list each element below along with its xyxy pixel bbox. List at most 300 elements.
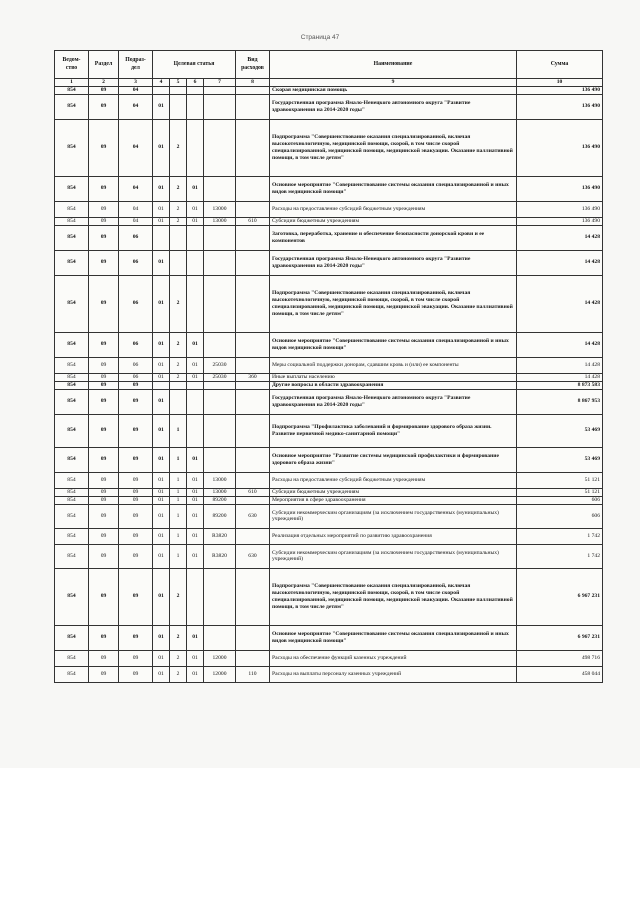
cell-direction: 13000 <box>204 201 236 217</box>
cell-podrazdel: 09 <box>119 528 153 544</box>
cell-vedomstvo: 854 <box>55 488 89 496</box>
header-vedomstvo: Ведом-ство <box>55 51 89 79</box>
cell-subprogram: 1 <box>170 414 187 447</box>
cell-razdel: 09 <box>89 488 119 496</box>
cell-event: 01 <box>187 650 204 666</box>
cell-podrazdel: 09 <box>119 666 153 682</box>
cell-event <box>187 568 204 625</box>
cell-podrazdel: 09 <box>119 414 153 447</box>
cell-direction <box>204 87 236 95</box>
cell-vedomstvo: 854 <box>55 201 89 217</box>
cell-vedomstvo: 854 <box>55 568 89 625</box>
table-row <box>55 568 603 625</box>
cell-direction <box>204 414 236 447</box>
table-row <box>55 472 603 488</box>
cell-program: 01 <box>153 528 170 544</box>
table-row <box>55 119 603 176</box>
cell-summa: 51 121 <box>517 488 603 496</box>
cell-program: 01 <box>153 217 170 225</box>
cell-direction <box>204 389 236 414</box>
table-row <box>55 250 603 275</box>
cell-vid-rashodov: 360 <box>236 373 270 381</box>
cell-program: 01 <box>153 488 170 496</box>
cell-naimenovanie: Меры социальной поддержки донорам, сдавшим кровь и (или) ее компоненты <box>270 357 517 373</box>
column-number-row <box>55 79 603 87</box>
cell-vedomstvo: 854 <box>55 528 89 544</box>
cell-podrazdel: 06 <box>119 275 153 332</box>
cell-subprogram: 1 <box>170 447 187 472</box>
cell-podrazdel: 04 <box>119 119 153 176</box>
cell-event <box>187 250 204 275</box>
column-number-cell: 10 <box>517 79 603 87</box>
cell-vid-rashodov: 630 <box>236 504 270 528</box>
cell-program: 01 <box>153 496 170 504</box>
cell-summa: 8 867 953 <box>517 389 603 414</box>
cell-direction: 13000 <box>204 488 236 496</box>
cell-podrazdel: 09 <box>119 381 153 389</box>
cell-vedomstvo: 854 <box>55 357 89 373</box>
cell-razdel: 09 <box>89 389 119 414</box>
column-number-cell: 7 <box>204 79 236 87</box>
cell-vid-rashodov: 610 <box>236 217 270 225</box>
table-row <box>55 625 603 650</box>
table-row <box>55 201 603 217</box>
cell-direction <box>204 225 236 250</box>
cell-program: 01 <box>153 275 170 332</box>
cell-vedomstvo: 854 <box>55 225 89 250</box>
cell-direction: 89200 <box>204 496 236 504</box>
cell-summa: 136 490 <box>517 94 603 119</box>
cell-program: 01 <box>153 504 170 528</box>
cell-razdel: 09 <box>89 176 119 201</box>
cell-naimenovanie: Заготовка, переработка, хранение и обеспечение безопасности донорской крови и ее компонентов <box>270 225 517 250</box>
cell-razdel: 09 <box>89 414 119 447</box>
cell-program: 01 <box>153 389 170 414</box>
cell-direction <box>204 447 236 472</box>
cell-vid-rashodov <box>236 119 270 176</box>
cell-naimenovanie: Подпрограмма "Совершенствование оказания специализированной, включая высокотехнологичную, медицинской помощи, скорой, в том числе скорой специализированной, медицинской помощи, медицинской эвакуации. Оказание паллиативной помощи, в том числе детям" <box>270 568 517 625</box>
cell-naimenovanie: Субсидии бюджетным учреждениям <box>270 217 517 225</box>
cell-vedomstvo: 854 <box>55 250 89 275</box>
cell-naimenovanie: Подпрограмма "Совершенствование оказания специализированной, включая высокотехнологичную, медицинской помощи, скорой, в том числе скорой специализированной, медицинской помощи, медицинской эвакуации. Оказание паллиативной помощи, в том числе детям" <box>270 119 517 176</box>
cell-summa: 606 <box>517 504 603 528</box>
cell-podrazdel: 09 <box>119 504 153 528</box>
cell-vedomstvo: 854 <box>55 625 89 650</box>
cell-razdel: 09 <box>89 217 119 225</box>
cell-vid-rashodov: 110 <box>236 666 270 682</box>
cell-direction <box>204 332 236 357</box>
table-row <box>55 488 603 496</box>
cell-event <box>187 275 204 332</box>
cell-summa: 136 490 <box>517 201 603 217</box>
cell-vid-rashodov <box>236 201 270 217</box>
cell-event <box>187 94 204 119</box>
cell-summa: 53 469 <box>517 447 603 472</box>
cell-vedomstvo: 854 <box>55 373 89 381</box>
cell-subprogram: 1 <box>170 504 187 528</box>
cell-program: 01 <box>153 650 170 666</box>
cell-event: 01 <box>187 472 204 488</box>
cell-direction <box>204 176 236 201</box>
cell-direction: 12000 <box>204 650 236 666</box>
cell-subprogram <box>170 381 187 389</box>
cell-naimenovanie: Государственная программа Ямало-Ненецкого автономного округа "Развитие здравоохранения на 2014-2020 годы" <box>270 250 517 275</box>
cell-program: 01 <box>153 201 170 217</box>
cell-subprogram <box>170 87 187 95</box>
cell-razdel: 09 <box>89 568 119 625</box>
cell-podrazdel: 04 <box>119 87 153 95</box>
cell-naimenovanie: Иные выплаты населению <box>270 373 517 381</box>
table-row <box>55 650 603 666</box>
cell-subprogram: 2 <box>170 568 187 625</box>
cell-razdel: 09 <box>89 504 119 528</box>
cell-vedomstvo: 854 <box>55 176 89 201</box>
cell-naimenovanie: Государственная программа Ямало-Ненецкого автономного округа "Развитие здравоохранения на 2014-2020 годы" <box>270 389 517 414</box>
column-number-cell: 3 <box>119 79 153 87</box>
cell-vid-rashodov <box>236 528 270 544</box>
cell-vid-rashodov <box>236 472 270 488</box>
table-row <box>55 176 603 201</box>
cell-summa: 498 716 <box>517 650 603 666</box>
cell-program: 01 <box>153 332 170 357</box>
cell-program <box>153 381 170 389</box>
cell-naimenovanie: Основное мероприятие "Совершенствование системы оказания специализированной и иных видов медицинской помощи" <box>270 176 517 201</box>
cell-program: 01 <box>153 373 170 381</box>
cell-vedomstvo: 854 <box>55 496 89 504</box>
cell-subprogram: 1 <box>170 488 187 496</box>
cell-event <box>187 414 204 447</box>
cell-naimenovanie: Государственная программа Ямало-Ненецкого автономного округа "Развитие здравоохранения на 2014-2020 годы" <box>270 94 517 119</box>
cell-podrazdel: 06 <box>119 373 153 381</box>
header-summa: Сумма <box>517 51 603 79</box>
cell-razdel: 09 <box>89 373 119 381</box>
cell-vedomstvo: 854 <box>55 650 89 666</box>
cell-subprogram: 1 <box>170 544 187 568</box>
cell-event: 01 <box>187 217 204 225</box>
cell-naimenovanie: Реализация отдельных мероприятий по развитию здравоохранения <box>270 528 517 544</box>
cell-vid-rashodov <box>236 87 270 95</box>
cell-summa: 53 469 <box>517 414 603 447</box>
column-number-cell: 5 <box>170 79 187 87</box>
cell-event: 01 <box>187 528 204 544</box>
cell-summa: 606 <box>517 496 603 504</box>
header-celevaya-statya: Целевая статья <box>153 51 236 79</box>
cell-vid-rashodov <box>236 625 270 650</box>
table-row <box>55 87 603 95</box>
cell-summa: 1 742 <box>517 528 603 544</box>
cell-naimenovanie: Расходы на предоставление субсидий бюджетным учреждениям <box>270 472 517 488</box>
cell-naimenovanie: Мероприятия в сфере здравоохранения <box>270 496 517 504</box>
cell-event <box>187 389 204 414</box>
cell-razdel: 09 <box>89 332 119 357</box>
cell-direction <box>204 568 236 625</box>
cell-direction: R3820 <box>204 528 236 544</box>
cell-naimenovanie: Субсидии некоммерческим организациям (за исключением государственных (муниципальных) учреждений) <box>270 504 517 528</box>
cell-naimenovanie: Расходы на выплаты персоналу казенных учреждений <box>270 666 517 682</box>
cell-direction: 13000 <box>204 472 236 488</box>
table-row <box>55 414 603 447</box>
cell-program <box>153 87 170 95</box>
cell-naimenovanie: Основное мероприятие "Совершенствование системы оказания специализированной и иных видов медицинской помощи" <box>270 625 517 650</box>
cell-vid-rashodov <box>236 414 270 447</box>
cell-direction <box>204 275 236 332</box>
cell-naimenovanie: Расходы на обеспечение функций казенных учреждений <box>270 650 517 666</box>
cell-vedomstvo: 854 <box>55 381 89 389</box>
cell-summa: 6 967 231 <box>517 625 603 650</box>
cell-summa: 8 873 583 <box>517 381 603 389</box>
cell-direction <box>204 381 236 389</box>
cell-subprogram <box>170 94 187 119</box>
column-number-cell: 8 <box>236 79 270 87</box>
table-row <box>55 94 603 119</box>
table-row <box>55 544 603 568</box>
cell-razdel: 09 <box>89 544 119 568</box>
table-row <box>55 357 603 373</box>
cell-vedomstvo: 854 <box>55 94 89 119</box>
cell-naimenovanie: Другие вопросы в области здравоохранения <box>270 381 517 389</box>
cell-event: 01 <box>187 373 204 381</box>
cell-vedomstvo: 854 <box>55 275 89 332</box>
cell-razdel: 09 <box>89 381 119 389</box>
budget-table <box>54 50 603 683</box>
cell-summa: 14 428 <box>517 275 603 332</box>
cell-vid-rashodov <box>236 225 270 250</box>
cell-event: 01 <box>187 488 204 496</box>
cell-naimenovanie: Скорая медицинская помощь <box>270 87 517 95</box>
cell-razdel: 09 <box>89 650 119 666</box>
cell-vedomstvo: 854 <box>55 217 89 225</box>
cell-event <box>187 119 204 176</box>
cell-podrazdel: 06 <box>119 250 153 275</box>
cell-podrazdel: 09 <box>119 544 153 568</box>
cell-podrazdel: 04 <box>119 217 153 225</box>
cell-podrazdel: 09 <box>119 472 153 488</box>
cell-vedomstvo: 854 <box>55 544 89 568</box>
cell-event: 01 <box>187 357 204 373</box>
cell-subprogram: 2 <box>170 625 187 650</box>
cell-direction: 12000 <box>204 666 236 682</box>
table-row <box>55 217 603 225</box>
cell-vid-rashodov <box>236 275 270 332</box>
cell-vid-rashodov <box>236 568 270 625</box>
cell-direction <box>204 94 236 119</box>
cell-subprogram: 2 <box>170 650 187 666</box>
table-body <box>55 87 603 683</box>
column-number-cell: 6 <box>187 79 204 87</box>
cell-podrazdel: 09 <box>119 625 153 650</box>
cell-naimenovanie: Подпрограмма "Профилактика заболеваний и формирование здорового образа жизни. Развитие первичной медико-санитарной помощи" <box>270 414 517 447</box>
cell-razdel: 09 <box>89 250 119 275</box>
cell-vid-rashodov <box>236 447 270 472</box>
cell-program: 01 <box>153 544 170 568</box>
column-number-cell: 4 <box>153 79 170 87</box>
cell-summa: 14 428 <box>517 357 603 373</box>
table-row <box>55 381 603 389</box>
cell-vedomstvo: 854 <box>55 666 89 682</box>
cell-summa: 458 044 <box>517 666 603 682</box>
cell-summa: 51 121 <box>517 472 603 488</box>
cell-direction: 25030 <box>204 357 236 373</box>
cell-vid-rashodov <box>236 176 270 201</box>
cell-razdel: 09 <box>89 119 119 176</box>
cell-razdel: 09 <box>89 447 119 472</box>
cell-summa: 1 742 <box>517 544 603 568</box>
table-row <box>55 373 603 381</box>
cell-direction <box>204 250 236 275</box>
cell-vid-rashodov <box>236 94 270 119</box>
table-row <box>55 496 603 504</box>
cell-subprogram: 2 <box>170 176 187 201</box>
cell-summa: 14 428 <box>517 250 603 275</box>
cell-event <box>187 87 204 95</box>
cell-event: 01 <box>187 625 204 650</box>
header-podrazdel: Подраз-дел <box>119 51 153 79</box>
table-row <box>55 528 603 544</box>
cell-subprogram: 2 <box>170 217 187 225</box>
cell-vedomstvo: 854 <box>55 119 89 176</box>
cell-podrazdel: 04 <box>119 176 153 201</box>
cell-event: 01 <box>187 176 204 201</box>
cell-event: 01 <box>187 201 204 217</box>
cell-vid-rashodov <box>236 381 270 389</box>
cell-program: 01 <box>153 414 170 447</box>
cell-razdel: 09 <box>89 87 119 95</box>
cell-vid-rashodov <box>236 357 270 373</box>
cell-summa: 136 490 <box>517 119 603 176</box>
cell-vid-rashodov <box>236 650 270 666</box>
cell-vedomstvo: 854 <box>55 472 89 488</box>
table-row <box>55 332 603 357</box>
cell-vid-rashodov <box>236 250 270 275</box>
cell-vedomstvo: 854 <box>55 389 89 414</box>
table-row <box>55 275 603 332</box>
cell-program: 01 <box>153 94 170 119</box>
cell-podrazdel: 09 <box>119 650 153 666</box>
cell-podrazdel: 04 <box>119 201 153 217</box>
cell-podrazdel: 06 <box>119 225 153 250</box>
cell-vedomstvo: 854 <box>55 504 89 528</box>
cell-program: 01 <box>153 357 170 373</box>
cell-program: 01 <box>153 250 170 275</box>
cell-podrazdel: 06 <box>119 357 153 373</box>
cell-vedomstvo: 854 <box>55 332 89 357</box>
cell-vid-rashodov: 630 <box>236 544 270 568</box>
cell-program: 01 <box>153 666 170 682</box>
cell-event: 01 <box>187 504 204 528</box>
cell-vid-rashodov <box>236 332 270 357</box>
cell-subprogram: 2 <box>170 332 187 357</box>
cell-naimenovanie: Расходы на предоставление субсидий бюджетным учреждениям <box>270 201 517 217</box>
cell-vid-rashodov <box>236 389 270 414</box>
table-row <box>55 504 603 528</box>
cell-podrazdel: 06 <box>119 332 153 357</box>
cell-direction: 13000 <box>204 217 236 225</box>
cell-podrazdel: 09 <box>119 568 153 625</box>
cell-podrazdel: 09 <box>119 389 153 414</box>
cell-subprogram <box>170 225 187 250</box>
cell-razdel: 09 <box>89 275 119 332</box>
cell-direction: 25030 <box>204 373 236 381</box>
cell-naimenovanie: Основное мероприятие "Развитие системы медицинской профилактики и формирование здорового образа жизни" <box>270 447 517 472</box>
cell-razdel: 09 <box>89 472 119 488</box>
cell-subprogram: 2 <box>170 373 187 381</box>
cell-subprogram: 2 <box>170 201 187 217</box>
cell-vid-rashodov: 610 <box>236 488 270 496</box>
cell-event: 01 <box>187 447 204 472</box>
cell-subprogram <box>170 389 187 414</box>
cell-subprogram: 2 <box>170 119 187 176</box>
cell-podrazdel: 09 <box>119 447 153 472</box>
table-row <box>55 225 603 250</box>
cell-summa: 14 428 <box>517 225 603 250</box>
cell-vedomstvo: 854 <box>55 87 89 95</box>
cell-event: 01 <box>187 332 204 357</box>
cell-podrazdel: 04 <box>119 94 153 119</box>
cell-naimenovanie: Подпрограмма "Совершенствование оказания специализированной, включая высокотехнологичную, медицинской помощи, скорой, в том числе скорой специализированной, медицинской помощи, медицинской эвакуации. Оказание паллиативной помощи, в том числе детям" <box>270 275 517 332</box>
column-number-cell: 2 <box>89 79 119 87</box>
cell-summa: 136 490 <box>517 217 603 225</box>
cell-razdel: 09 <box>89 225 119 250</box>
cell-program: 01 <box>153 625 170 650</box>
cell-summa: 136 490 <box>517 87 603 95</box>
cell-direction: 89200 <box>204 504 236 528</box>
cell-summa: 14 428 <box>517 332 603 357</box>
table-row <box>55 389 603 414</box>
cell-naimenovanie: Субсидии некоммерческим организациям (за исключением государственных (муниципальных) учреждений) <box>270 544 517 568</box>
cell-naimenovanie: Основное мероприятие "Совершенствование системы оказания специализированной и иных видов медицинской помощи" <box>270 332 517 357</box>
cell-direction: R3820 <box>204 544 236 568</box>
cell-razdel: 09 <box>89 496 119 504</box>
cell-razdel: 09 <box>89 94 119 119</box>
cell-event <box>187 225 204 250</box>
cell-program: 01 <box>153 176 170 201</box>
table-header-row <box>55 51 603 79</box>
column-number-cell: 9 <box>270 79 517 87</box>
cell-subprogram: 2 <box>170 275 187 332</box>
cell-program: 01 <box>153 447 170 472</box>
cell-event: 01 <box>187 666 204 682</box>
cell-vid-rashodov <box>236 496 270 504</box>
cell-naimenovanie: Субсидии бюджетным учреждениям <box>270 488 517 496</box>
cell-program: 01 <box>153 568 170 625</box>
cell-subprogram: 1 <box>170 496 187 504</box>
cell-event: 01 <box>187 496 204 504</box>
cell-razdel: 09 <box>89 357 119 373</box>
cell-direction <box>204 625 236 650</box>
cell-event: 01 <box>187 544 204 568</box>
column-number-cell: 1 <box>55 79 89 87</box>
header-vid-rashodov: Вид расходов <box>236 51 270 79</box>
cell-summa: 14 428 <box>517 373 603 381</box>
cell-subprogram <box>170 250 187 275</box>
cell-summa: 6 967 231 <box>517 568 603 625</box>
cell-summa: 136 490 <box>517 176 603 201</box>
cell-event <box>187 381 204 389</box>
header-naimenovanie: Наименование <box>270 51 517 79</box>
cell-vedomstvo: 854 <box>55 414 89 447</box>
cell-podrazdel: 09 <box>119 488 153 496</box>
cell-vedomstvo: 854 <box>55 447 89 472</box>
cell-subprogram: 2 <box>170 666 187 682</box>
cell-program: 01 <box>153 472 170 488</box>
cell-subprogram: 1 <box>170 528 187 544</box>
cell-subprogram: 1 <box>170 472 187 488</box>
cell-razdel: 09 <box>89 201 119 217</box>
table-row <box>55 666 603 682</box>
cell-podrazdel: 09 <box>119 496 153 504</box>
cell-program: 01 <box>153 119 170 176</box>
cell-subprogram: 2 <box>170 357 187 373</box>
